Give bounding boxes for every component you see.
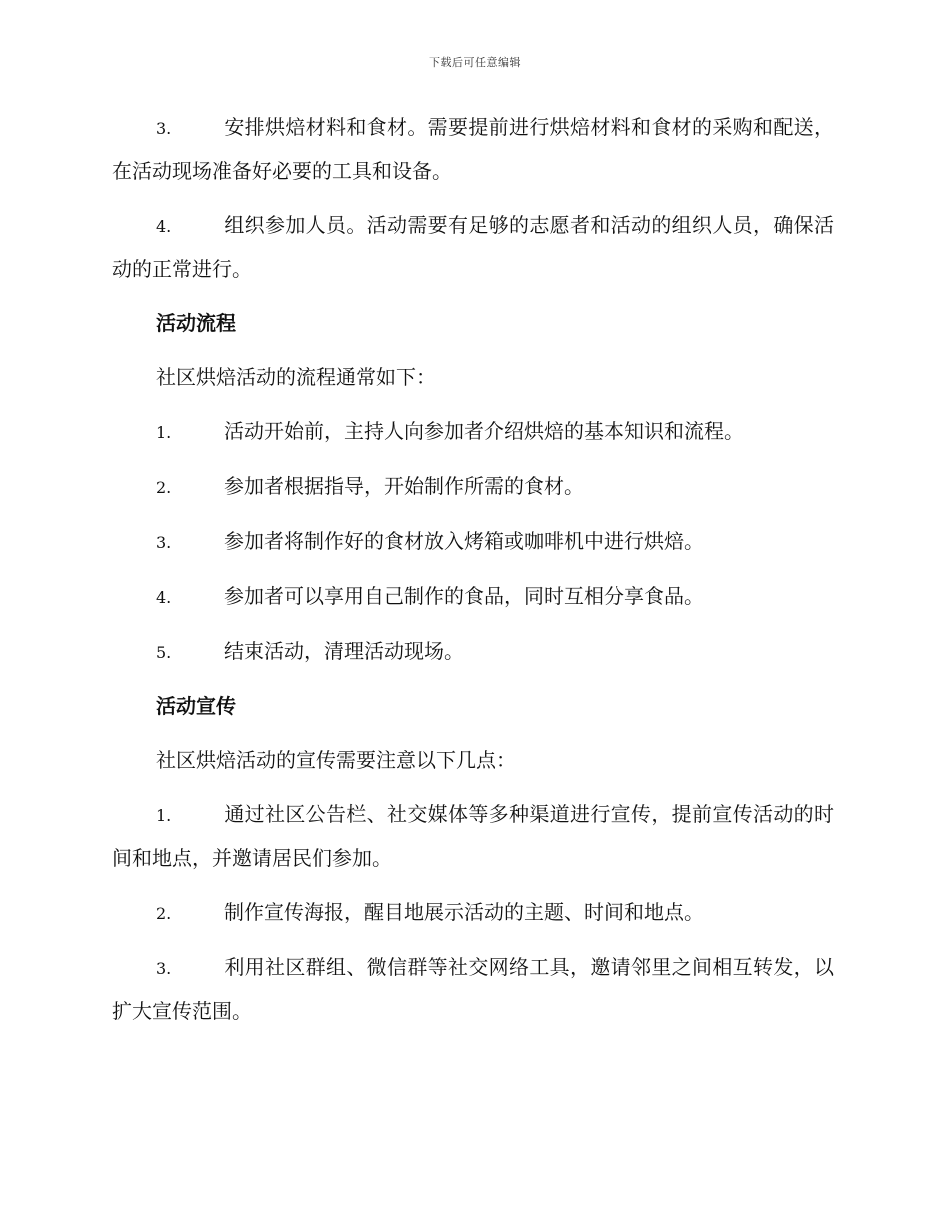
list-item-number: 4. [156,588,172,607]
list-item [112,946,834,1033]
section-intro-flow: 社区烘焙活动的流程通常如下： [156,365,436,389]
list-item-number: 3. [156,959,172,978]
list-item-text: 结束活动，清理活动现场。 [224,639,464,663]
list-item [112,520,834,564]
list-item [112,891,834,935]
list-item-text: 利用社区群组、微信群等社交网络工具，邀请邻里之间相互转发，以扩大宣传范围。 [112,955,834,1023]
list-item-text: 参加者可以享用自己制作的食品，同时互相分享食品。 [224,584,704,608]
list-item-number: 5. [156,643,172,662]
list-item-text: 组织参加人员。活动需要有足够的志愿者和活动的组织人员，确保活动的正常进行。 [112,213,834,281]
list-item-number: 4. [156,217,172,236]
list-item-number: 2. [156,478,172,497]
list-item [112,793,834,880]
list-item-text: 安排烘焙材料和食材。需要提前进行烘焙材料和食材的采购和配送，在活动现场准备好必要的工具和设备。 [112,115,834,183]
list-item-number: 1. [156,806,172,825]
list-item-number: 1. [156,423,172,442]
list-item [112,575,834,619]
list-item-number: 3. [156,119,172,138]
list-item [112,465,834,509]
list-item-number: 2. [156,904,172,923]
list-item-text: 参加者根据指导，开始制作所需的食材。 [224,474,584,498]
section-heading-flow: 活动流程 [156,311,236,335]
section-heading-promo: 活动宣传 [156,694,236,718]
list-item [112,204,834,291]
list-item-text: 制作宣传海报，醒目地展示活动的主题、时间和地点。 [224,900,704,924]
list-item-text: 活动开始前，主持人向参加者介绍烘焙的基本知识和流程。 [224,419,744,443]
page-header-note: 下载后可任意编辑 [429,56,521,69]
list-item-number: 3. [156,533,172,552]
list-item-text: 通过社区公告栏、社交媒体等多种渠道进行宣传，提前宣传活动的时间和地点，并邀请居民们参加。 [112,802,834,870]
list-item [112,630,834,674]
list-item [112,410,834,454]
list-item-text: 参加者将制作好的食材放入烤箱或咖啡机中进行烘焙。 [224,529,704,553]
section-intro-promo: 社区烘焙活动的宣传需要注意以下几点： [156,748,516,772]
list-item [112,106,834,193]
document-body [112,106,834,1044]
